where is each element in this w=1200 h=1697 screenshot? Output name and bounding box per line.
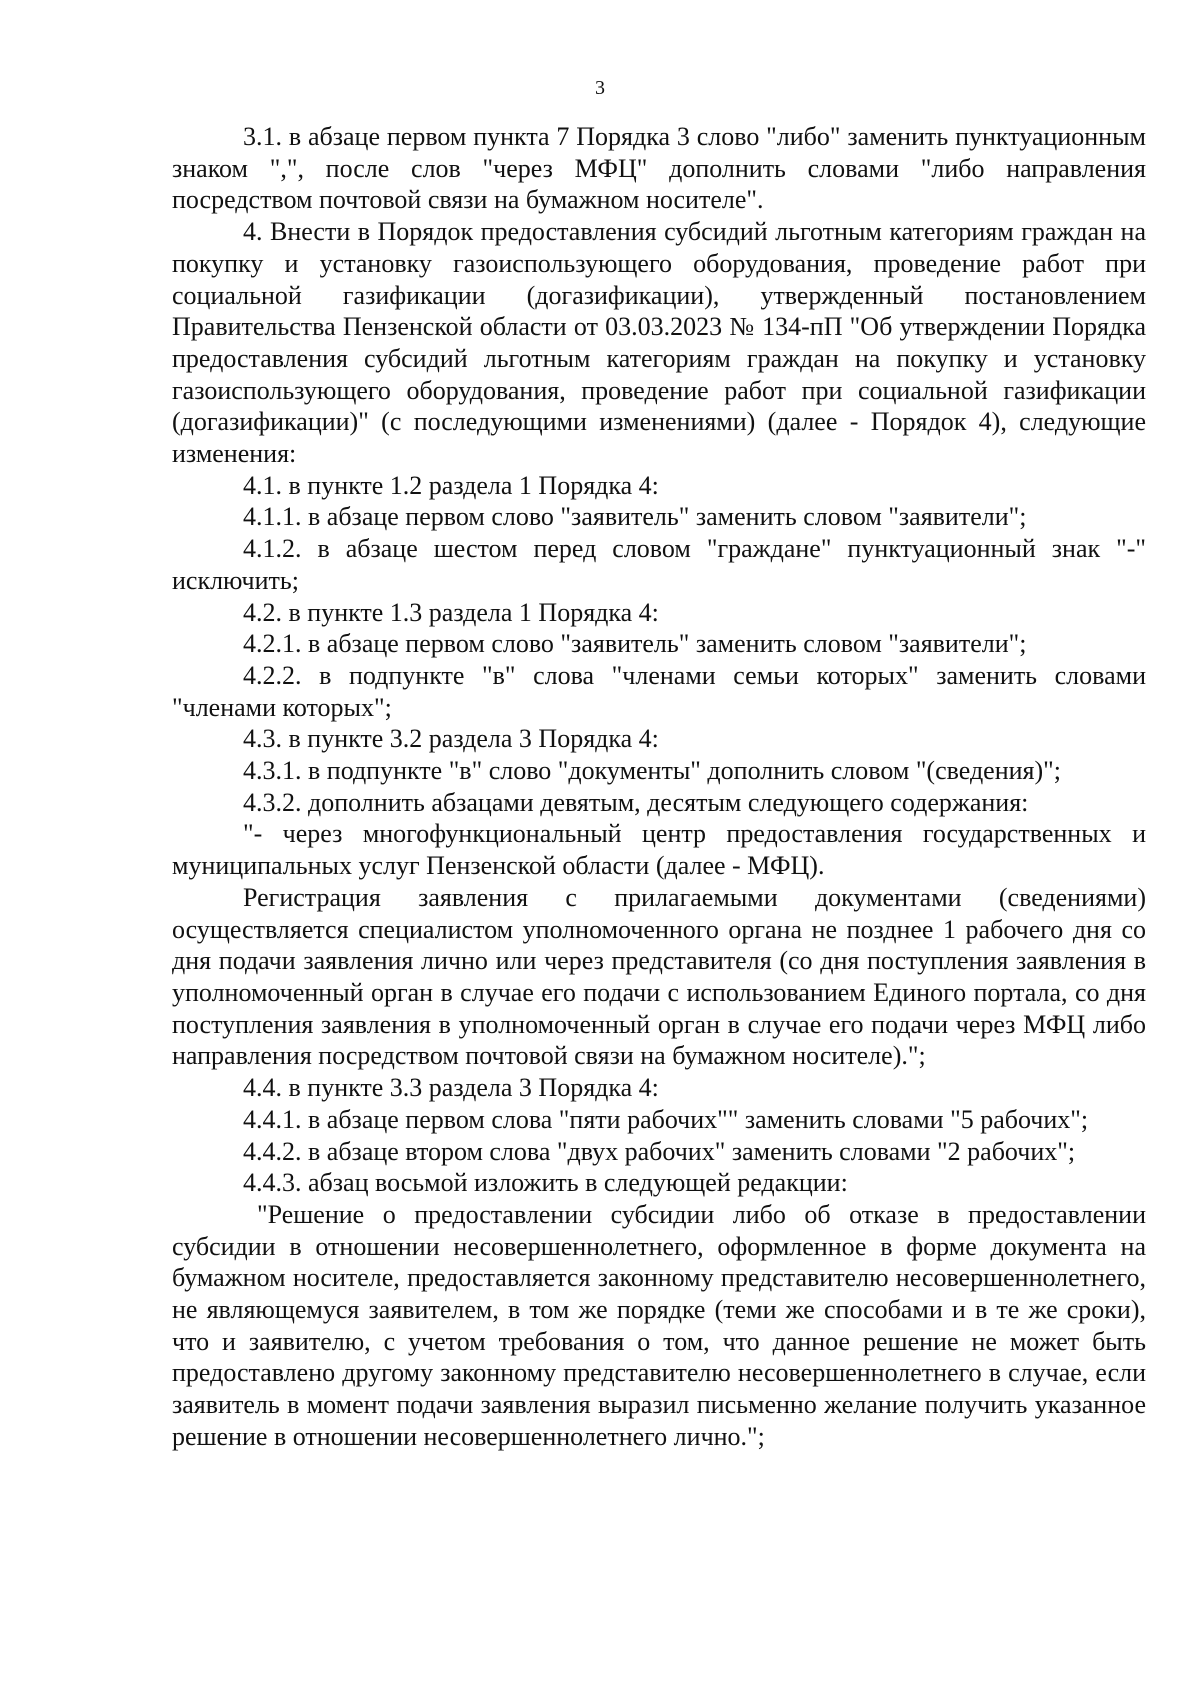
paragraph-4-4-3: 4.4.3. абзац восьмой изложить в следующей редакции:: [243, 1168, 848, 1198]
paragraph-4-1: 4.1. в пункте 1.2 раздела 1 Порядка 4:: [243, 470, 659, 500]
paragraph-4-3: 4.3. в пункте 3.2 раздела 3 Порядка 4:: [243, 724, 659, 754]
quoted-paragraph-registration: Регистрация заявления с прилагаемыми документами (сведениями) осуществляется специалистом уполномоченного органа не позднее 1 рабочего дня со дня подачи заявления лично или через представителя (со дня поступления заявления в уполномоченный орган в случае его подачи с использованием Единого портала, со дня поступления заявления в уполномоченный орган в случае его подачи через МФЦ либо направления посредством почтовой связи на бумажном носителе).";: [172, 882, 1146, 1071]
paragraph-4-1-1: 4.1.1. в абзаце первом слово "заявитель" заменить словом "заявители";: [243, 502, 1027, 532]
paragraph-4-3-1: 4.3.1. в подпункте "в" слово "документы" дополнить словом "(сведения)";: [243, 756, 1061, 786]
paragraph-4-2: 4.2. в пункте 1.3 раздела 1 Порядка 4:: [243, 597, 659, 627]
quoted-paragraph-mfc: "- через многофункциональный центр предоставления государственных и муниципальных услуг Пензенской области (далее - МФЦ).: [172, 819, 1146, 881]
paragraph-4-2-1: 4.2.1. в абзаце первом слово "заявитель" заменить словом "заявители";: [243, 629, 1027, 659]
document-body: [172, 121, 1146, 1453]
paragraph-4-1-2: 4.1.2. в абзаце шестом перед словом "граждане" пунктуационный знак "-" исключить;: [172, 534, 1146, 595]
paragraph-4-4-2: 4.4.2. в абзаце втором слова "двух рабочих" заменить словами "2 рабочих";: [243, 1136, 1076, 1166]
paragraph-4: 4. Внести в Порядок предоставления субсидий льготным категориям граждан на покупку и установку газоиспользующего оборудования, проведение работ при социальной газификации (догазификации), утвержденный постановлением Правительства Пензенской области от 03.03.2023 № 134-пП "Об утверждении Порядка предоставления субсидий льготным категориям граждан на покупку и установку газоиспользующего оборудования, проведение работ при социальной газификации (догазификации)" (с последующими изменениями) (далее - Порядок 4), следующие изменения:: [172, 217, 1146, 469]
paragraph-3-1: 3.1. в абзаце первом пункта 7 Порядка 3 слово "либо" заменить пунктуационным знаком ",", после слов "через МФЦ" дополнить словами "либо направления посредством почтовой связи на бумажном носителе".: [172, 122, 1146, 215]
paragraph-4-3-2: 4.3.2. дополнить абзацами девятым, десятым следующего содержания:: [243, 787, 1029, 817]
paragraph-4-4: 4.4. в пункте 3.3 раздела 3 Порядка 4:: [243, 1073, 659, 1103]
paragraph-4-4-1: 4.4.1. в абзаце первом слова "пяти рабочих"" заменить словами "5 рабочих";: [243, 1104, 1089, 1134]
page-number: 3: [595, 77, 605, 99]
paragraph-4-2-2: 4.2.2. в подпункте "в" слова "членами семьи которых" заменить словами "членами которых";: [172, 660, 1146, 722]
quoted-paragraph-decision: "Решение о предоставлении субсидии либо об отказе в предоставлении субсидии в отношении несовершеннолетнего, оформленное в форме документа на бумажном носителе, предоставляется законному представителю несовершеннолетнего, не являющемуся заявителем, в том же порядке (теми же способами и в те же сроки), что и заявителю, с учетом требования о том, что данное решение не может быть предоставлено другому законному представителю несовершеннолетнего в случае, если заявитель в момент подачи заявления выразил письменно желание получить указанное решение в отношении несовершеннолетнего лично.";: [172, 1199, 1146, 1451]
